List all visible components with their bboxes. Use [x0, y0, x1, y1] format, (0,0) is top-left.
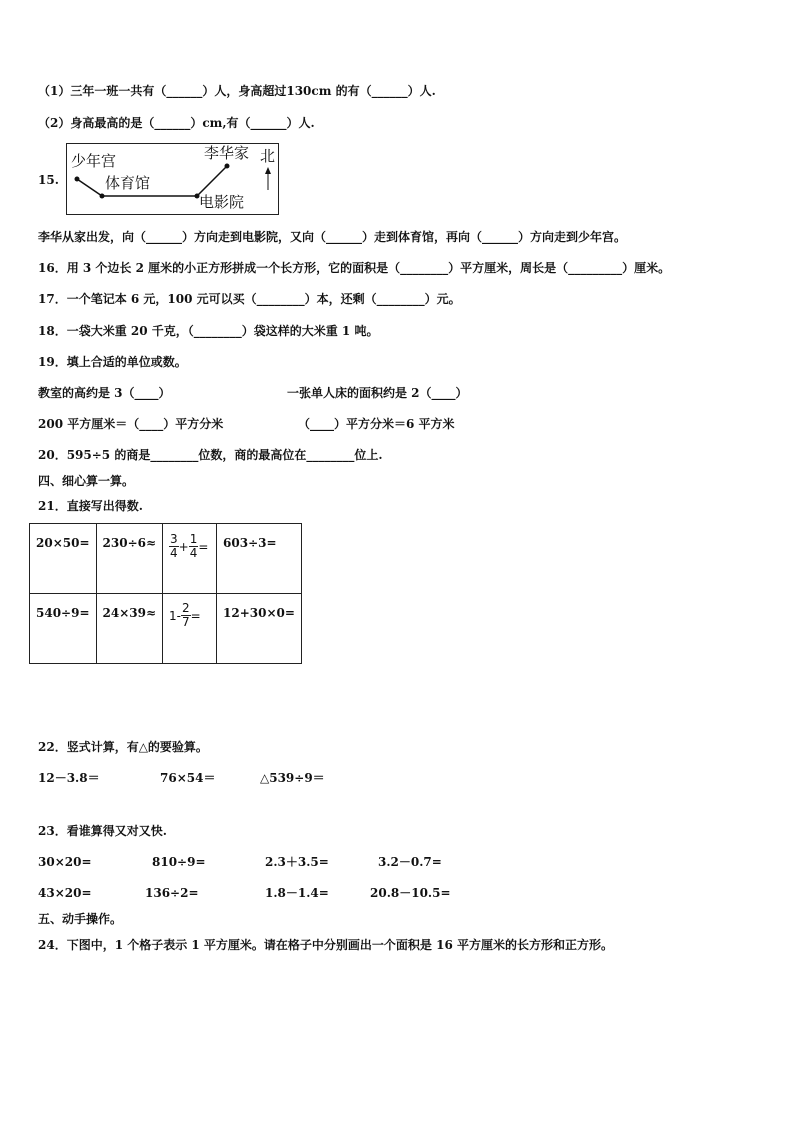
question-17: 17．一个笔记本 6 元，100 元可以买（________）本，还剩（________）元。 [38, 292, 461, 306]
question-19-a: 教室的高约是 3（____） [38, 386, 171, 400]
equals: = [190, 608, 201, 623]
label-youth-palace: 少年宫 [71, 152, 117, 170]
home-point [225, 164, 230, 169]
denominator: 4 [189, 546, 198, 560]
label-gym: 体育馆 [105, 174, 151, 192]
section-5-heading: 五、动手操作。 [38, 912, 123, 926]
question-22-item: 12－3.8＝ [38, 771, 100, 785]
table-cell: 603÷3= [217, 524, 302, 594]
numerator: 2 [182, 601, 190, 615]
table-row [30, 594, 302, 664]
question-18: 18．一袋大米重 20 千克，（________）袋这样的大米重 1 吨。 [38, 324, 379, 338]
label-north: 北 [260, 147, 276, 165]
question-23-item: 2.3＋3.5= [265, 855, 329, 869]
numerator: 1 [189, 532, 198, 546]
label-lihua-home: 李华家 [204, 144, 250, 162]
equals: = [198, 539, 209, 554]
question-23-title: 23．看谁算得又对又快. [38, 824, 167, 838]
denominator: 7 [182, 615, 190, 629]
table-cell-fraction [163, 524, 217, 594]
question-23-item: 43×20= [38, 886, 92, 900]
calc-table [29, 523, 302, 664]
route-map [66, 143, 279, 215]
question-19-title: 19．填上合适的单位或数。 [38, 355, 187, 369]
table-cell: 20×50= [30, 524, 97, 594]
question-15-text: 李华从家出发，向（______）方向走到电影院，又向（______）走到体育馆，再向（______）方向走到少年宫。 [38, 230, 627, 244]
table-cell-fraction [163, 594, 217, 664]
question-22-item: 76×54＝ [160, 771, 216, 785]
question-22-title: 22．竖式计算，有△的要验算。 [38, 740, 208, 754]
question-23-item: 3.2－0.7= [378, 855, 442, 869]
table-cell: 230÷6≈ [96, 524, 163, 594]
fraction [181, 602, 191, 629]
question-23-item: 30×20= [38, 855, 92, 869]
fraction [169, 533, 179, 560]
question-23-item: 1.8－1.4= [265, 886, 329, 900]
question-21-title: 21．直接写出得数. [38, 499, 143, 513]
question-16: 16．用 3 个边长 2 厘米的小正方形拼成一个长方形，它的面积是（________）平方厘米，周长是（_________）厘米。 [38, 261, 671, 275]
fraction [189, 533, 199, 560]
table-cell: 24×39≈ [96, 594, 163, 664]
fraction-expression [169, 602, 201, 629]
question-23-item: 810÷9= [152, 855, 206, 869]
section-4-heading: 四、细心算一算。 [38, 474, 135, 488]
question-20: 20．595÷5 的商是________位数，商的最高位在________位上. [38, 448, 383, 462]
question-15-number: 15. [38, 173, 59, 187]
prefix: 1- [169, 608, 181, 623]
north-arrow-head [265, 167, 271, 174]
denominator: 4 [170, 546, 178, 560]
question-23-item: 20.8－10.5= [370, 886, 451, 900]
question-24: 24．下图中，1 个格子表示 1 平方厘米。请在格子中分别画出一个面积是 16 平方厘米的长方形和正方形。 [38, 938, 613, 952]
question-19-c: 200 平方厘米＝（____）平方分米 [38, 417, 224, 431]
table-cell: 540÷9= [30, 594, 97, 664]
question-22-item: △539÷9＝ [260, 771, 325, 785]
question-19-d: （____）平方分米＝6 平方米 [298, 417, 455, 431]
question-19-b: 一张单人床的面积约是 2（____） [287, 386, 468, 400]
question-part-1: （1）三年一班一共有（______）人，身高超过130cm 的有（______）人. [38, 84, 436, 98]
youth-palace-point [75, 177, 80, 182]
question-23-item: 136÷2= [145, 886, 199, 900]
fraction-expression [169, 533, 208, 560]
question-part-2: （2）身高最高的是（______）cm,有（______）人. [38, 116, 315, 130]
numerator: 3 [170, 532, 178, 546]
table-cell: 12+30×0= [217, 594, 302, 664]
gym-point [100, 194, 105, 199]
label-cinema: 电影院 [199, 193, 245, 211]
table-row [30, 524, 302, 594]
operator: + [178, 539, 189, 554]
